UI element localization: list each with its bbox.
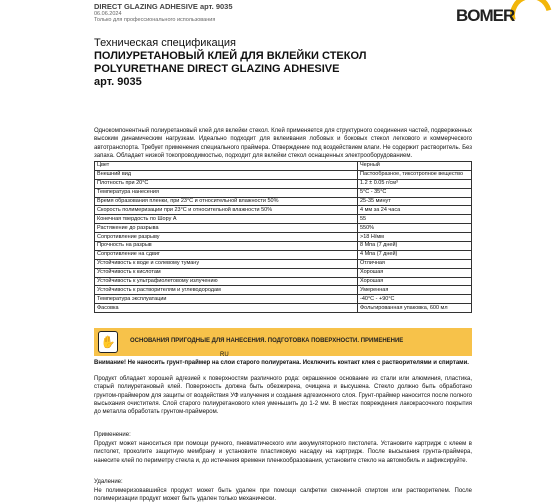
title-line-2: ПОЛИУРЕТАНОВЫЙ КЛЕЙ ДЛЯ ВКЛЕЙКИ СТЕКОЛ [94, 50, 367, 62]
spec-row [95, 215, 472, 224]
spec-value: Умеренная [358, 286, 472, 295]
spec-value: 4 мм за 24 часа [358, 206, 472, 215]
spec-value: 1.2 ± 0.05 г/см³ [358, 179, 472, 188]
spec-property: Устойчивость к воде и солевому туману [95, 259, 358, 268]
spec-value: Хорошая [358, 268, 472, 277]
spec-value: -40°C - +90°C [358, 295, 472, 304]
spec-property: Устойчивость к кислотам [95, 268, 358, 277]
language-marker: RU [220, 352, 229, 358]
spec-row [95, 197, 472, 206]
spec-value: Пастообразное, тиксотропное вещество [358, 170, 472, 179]
logo-text: BOMER [456, 6, 515, 25]
spec-property: Сопротивление на сдвиг [95, 250, 358, 259]
spec-property: Время образования пленки, при 23°С и относительной влажности 50% [95, 197, 358, 206]
spec-property: Прочность на разрыв [95, 242, 358, 251]
spec-row [95, 304, 472, 313]
spec-row [95, 233, 472, 242]
spec-property: Конечная твердость по Шору А [95, 215, 358, 224]
spec-row [95, 250, 472, 259]
title-block [94, 37, 366, 89]
spec-value: 550% [358, 224, 472, 233]
spec-row [95, 242, 472, 251]
spec-value: 55 [358, 215, 472, 224]
spec-row [95, 170, 472, 179]
spec-property: Температура эксплуатации [95, 295, 358, 304]
spec-table [94, 161, 472, 313]
spec-property: Фасовка [95, 304, 358, 313]
spec-property: Температура нанесения [95, 188, 358, 197]
brand-logo [448, 2, 558, 32]
spec-property: Устойчивость к ультрафиолетовому излучению [95, 277, 358, 286]
spec-row [95, 188, 472, 197]
spec-row [95, 277, 472, 286]
spec-property: Скорость полимеризации при 23°С и относительной влажности 50% [95, 206, 358, 215]
warning-bar-text: ОСНОВАНИЯ ПРИГОДНЫЕ ДЛЯ НАНЕСЕНИЯ. ПОДГОТОВКА ПОВЕРХНОСТИ. ПРИМЕНЕНИЕ [130, 338, 404, 344]
spec-value: 25-35 минут [358, 197, 472, 206]
spec-row [95, 179, 472, 188]
application-paragraph: Продукт может наноситься при помощи ручного, пневматического или аккумуляторного пистолета. Установите картридж с клеем в пистолет, проколите защитную мембрану и установите пластиковую насадку на картридж. После высыхания грунта-праймера, нанесите клей по периметру стекла и, до истечения времени пленкообразования, установите стекло на автомобиль и зафиксируйте. [94, 441, 472, 464]
spec-value: Хорошая [358, 277, 472, 286]
intro-paragraph: Однокомпонентный полиуретановый клей для вклейки стекол. Клей применяется для структурного соединения частей, подверженных высоким динамическим нагрузкам. Идеально подходит для вклеивания лобовых и боковых стекол легкового и коммерческого автотранспорта. Требует применения специального праймера. Отверждение под воздействием влаги. Не содержит растворитель. Без запаха. Обладает низкой токопроводимостью, подходит для вклейки стекол оснащенных электрооборудованием. [94, 128, 472, 159]
spec-property: Сопротивление разрыву [95, 233, 358, 242]
hand-warning-icon: ✋ [98, 331, 118, 353]
spec-value: Фольгированная упаковка, 600 мл [358, 304, 472, 313]
surface-paragraph: Продукт обладает хорошей адгезией к поверхностям различного рода: окрашенное основание из стали или алюминия, пластика, старый полиуретановый клей. Поверхность должна быть обезжирена, очищена и высушена. Стекло должно быть обработано грунтом-праймером для защиты от воздействия УФ излучения и создания адгезионного слоя. Грунт-праймер наносится после полного высыхания очистителя. Слой старого полиуретанового клея уменьшить до 1-2 мм. В местах повреждения лакокрасочного покрытия до металла обработать грунтом-праймером. [94, 376, 472, 416]
title-line-3: POLYURETHANE DIRECT GLAZING ADHESIVE [94, 63, 340, 75]
application-heading: Применение: [94, 432, 131, 438]
header-note: Только для профессионального использования [94, 17, 216, 23]
warning-bar [94, 328, 472, 356]
spec-property: Устойчивость к растворителям и углеводородам [95, 286, 358, 295]
attention-note: Внимание! Не наносить грунт-праймер на слои старого полиуретана. Исключить контакт клея с растворителями и спиртами. [94, 360, 469, 366]
spec-row [95, 286, 472, 295]
spec-value: 4 Мпа (7 дней) [358, 250, 472, 259]
spec-property: Цвет [95, 162, 358, 171]
spec-row [95, 295, 472, 304]
spec-row [95, 162, 472, 171]
spec-value: Отличная [358, 259, 472, 268]
spec-property: Внешний вид [95, 170, 358, 179]
spec-row [95, 268, 472, 277]
removal-paragraph: Не полимеризовавшийся продукт может быть удален при помощи салфетки смоченной спиртом или растворителем. После полимеризации продукт может быть удален только механически. [94, 488, 472, 503]
header-date: 06.06.2024 [94, 11, 122, 17]
title-line-4: арт. 9035 [94, 76, 142, 88]
spec-row [95, 206, 472, 215]
removal-heading: Удаление: [94, 479, 123, 485]
spec-value: 5°C - 35°C [358, 188, 472, 197]
spec-property: Растяжение до разрыва [95, 224, 358, 233]
spec-row [95, 224, 472, 233]
spec-value: Черный [358, 162, 472, 171]
title-line-1: Техническая спецификация [94, 37, 237, 49]
spec-row [95, 259, 472, 268]
spec-value: 8 Мпа (7 дней) [358, 242, 472, 251]
spec-value: >18 Н/мм [358, 233, 472, 242]
spec-property: Плотность при 20°С [95, 179, 358, 188]
header-doc-title: DIRECT GLAZING ADHESIVE арт. 9035 [94, 2, 233, 11]
